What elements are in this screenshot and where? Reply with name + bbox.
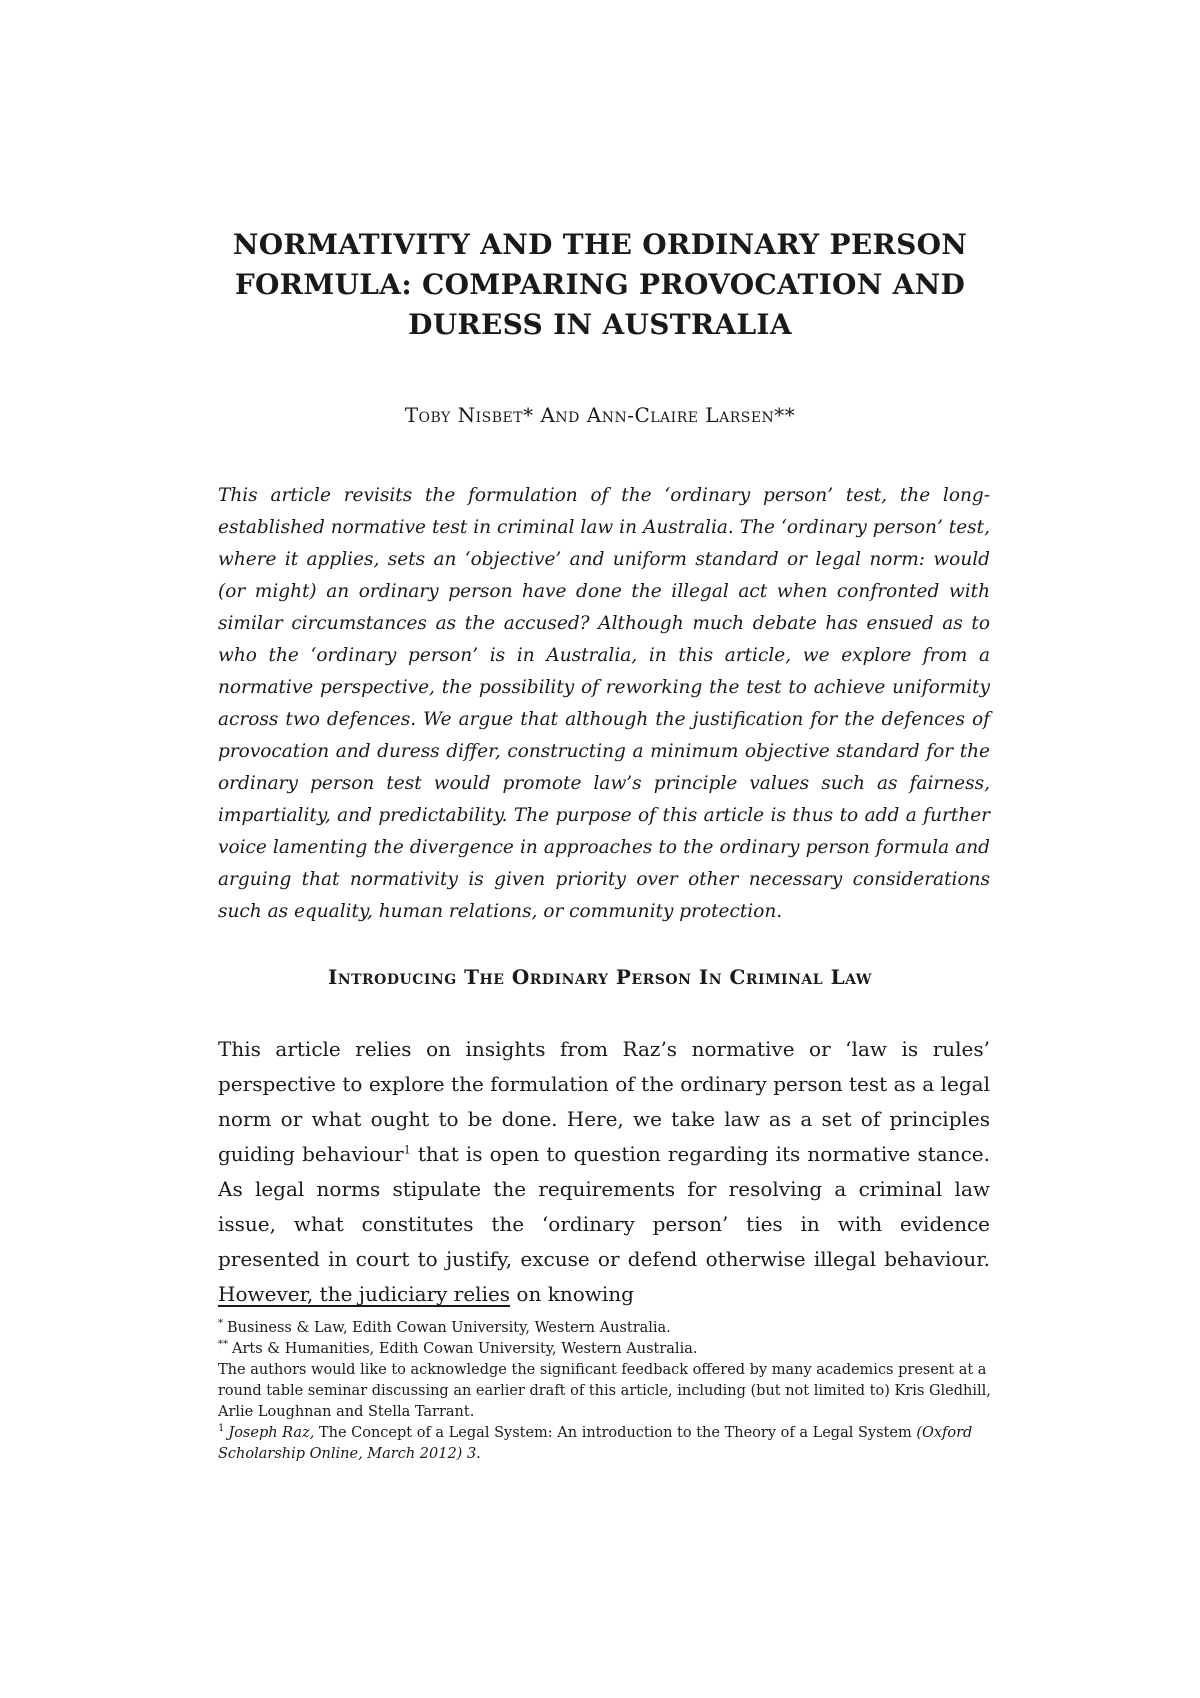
- abstract: This article revisits the formulation of the ‘ordinary person’ test, the long-established normative test in criminal law in Australia. The ‘ordinary person’ test, where it applies, sets an ‘objective’ and uniform standard or legal norm: would (or might) an ordinary person have done the illegal act when confronted with similar circumstances as the accused? Although much debate has ensued as to who the ‘ordinary person’ is in Australia, in this article, we explore from a normative perspective, the possibility of reworking the test to achieve uniformity across two defences. We argue that although the justification for the defences of provocation and duress differ, constructing a minimum objective standard for the ordinary person test would promote law’s principle values such as fairness, impartiality, and predictability. The purpose of this article is thus to add a further voice lamenting the divergence in approaches to the ordinary person formula and arguing that normativity is given priority over other necessary considerations such as equality, human relations, or community protection.: [218, 485, 990, 922]
- footnote-2: [218, 1339, 998, 1360]
- section-heading: Introducing The Ordinary Person In Criminal Law: [327, 965, 873, 989]
- article-title: [200, 225, 1000, 345]
- title-line-1: NORMATIVITY AND THE ORDINARY PERSON: [232, 228, 968, 261]
- body-text-part-2: that is open to question regarding its normative stance. As legal norms stipulate the requirements for resolving a criminal law issue, what constitutes the ‘ordinary person’ ties in with evidence presented in court to justify, excuse or defend otherwise illegal behaviour. However, the judiciary relies on knowing: [218, 1142, 990, 1306]
- footnote-reference[interactable]: 1: [403, 1143, 411, 1157]
- footnote-3: [218, 1423, 998, 1465]
- footnote-3-author: Joseph Raz,: [228, 1425, 315, 1441]
- footnote-1-text: Business & Law, Edith Cowan University, Western Australia.: [227, 1320, 671, 1336]
- footnotes: [218, 1318, 998, 1465]
- footnote-1-mark: *: [218, 1318, 223, 1330]
- title-line-3: DURESS IN AUSTRALIA: [408, 308, 792, 341]
- body-text-part-1: This article relies on insights from Raz’s normative or ‘law is rules’ perspective to explore the formulation of the ordinary person test as a legal norm or what ought to be done. Here, we take law as a set of principles guiding behaviour: [218, 1037, 990, 1166]
- footnote-2-mark: **: [218, 1339, 228, 1351]
- footnote-divider: [218, 1305, 510, 1307]
- footnote-acknowledgement: The authors would like to acknowledge the significant feedback offered by many academics present at a round table seminar discussing an earlier draft of this article, including (but not limited to) Kris Gledhill, Arlie Loughnan and Stella Tarrant.: [218, 1362, 991, 1420]
- title-line-2: FORMULA: COMPARING PROVOCATION AND: [234, 268, 966, 301]
- footnote-3-mark: 1: [218, 1423, 225, 1435]
- body-paragraph: [218, 1032, 990, 1312]
- footnote-3-title: The Concept of a Legal System: An introduction to the Theory of a Legal System: [314, 1425, 917, 1441]
- footnote-1: [218, 1318, 998, 1339]
- author-line: Toby Nisbet* And Ann-Claire Larsen**: [404, 403, 796, 427]
- footnote-2-text: Arts & Humanities, Edith Cowan University, Western Australia.: [232, 1341, 698, 1357]
- footnote-3-source: (Oxford Scholarship Online, March 2012) 3.: [218, 1425, 973, 1462]
